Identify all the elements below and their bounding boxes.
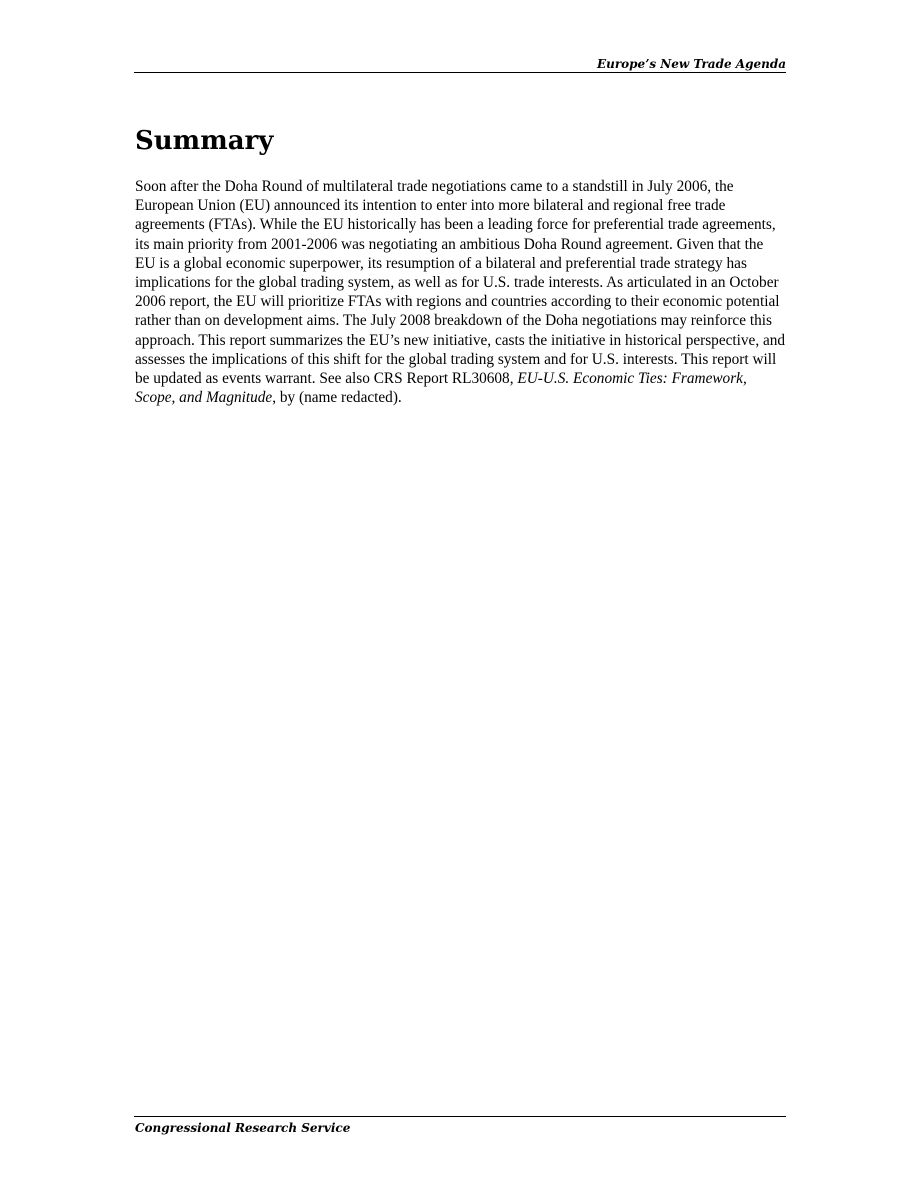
header-rule [134,72,786,73]
footer-rule [134,1116,786,1117]
section-title: Summary [135,126,274,156]
summary-paragraph [135,177,787,407]
cited-report-title: EU-U.S. Economic Ties: Framework, Scope, and Magnitude [135,370,747,407]
summary-text: Soon after the Doha Round of multilateral trade negotiations came to a standstill in July 2006, the European Union (EU) announced its intention to enter into more bilateral and regional free trade agreements (FTAs). While the EU historically has been a leading force for preferential trade agreements, its main priority from 2001-2006 was negotiating an ambitious Doha Round agreement. Given that the EU is a global economic superpower, its resumption of a bilateral and preferential trade strategy has implications for the global trading system, as well as for U.S. trade interests. As articulated in an October 2006 report, the EU will prioritize FTAs with regions and countries according to their economic potential rather than on development aims. The July 2008 breakdown of the Doha negotiations may reinforce this approach. This report summarizes the EU’s new initiative, casts the initiative in historical perspective, and assesses the implications of this shift for the global trading system and for U.S. interests. This report will be updated as events warrant. See also CRS Report RL30608, [135,178,786,388]
running-header: Europe’s New Trade Agenda [596,57,786,71]
running-footer: Congressional Research Service [135,1121,351,1135]
summary-text-tail: , by (name redacted). [272,389,402,407]
